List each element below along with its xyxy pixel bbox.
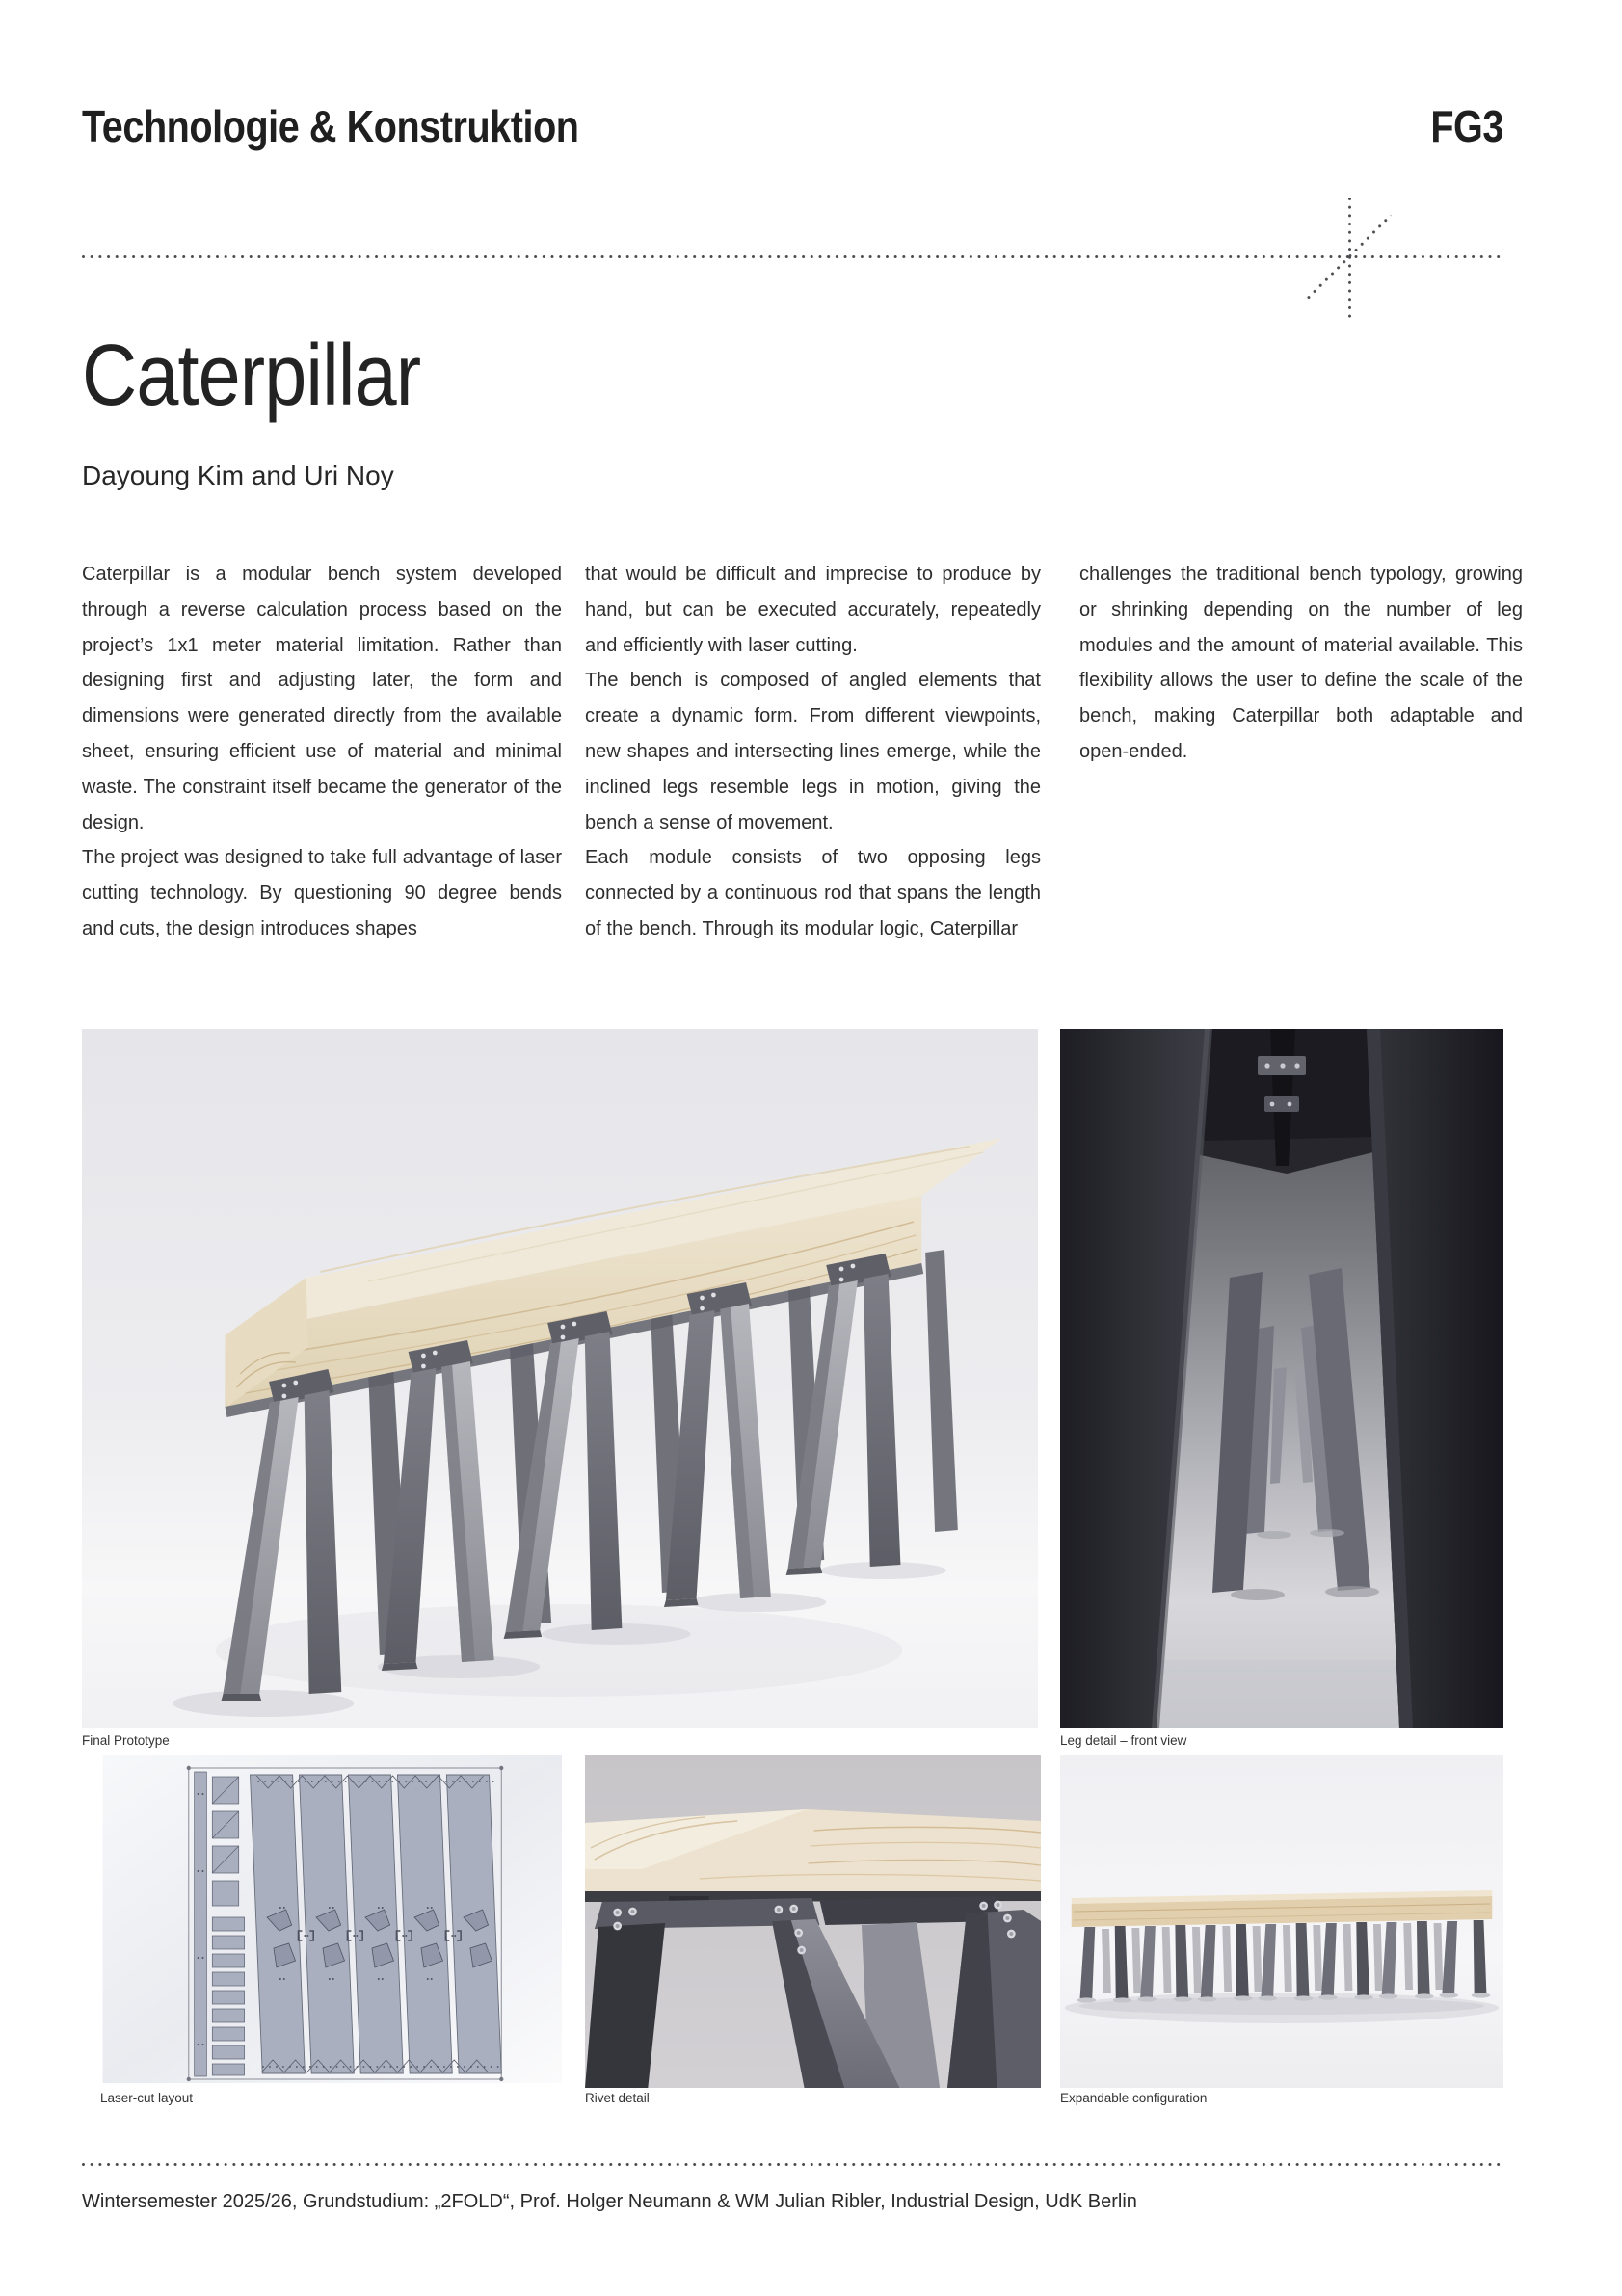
dotted-rule-top xyxy=(82,255,1503,258)
paragraph: Each module consists of two opposing legs connected by a continuous rod that spans the length of the bench. Through its modular logic, Caterpillar xyxy=(585,847,1041,939)
authors: Dayoung Kim and Uri Noy xyxy=(82,461,394,490)
figure-leg-detail xyxy=(1060,1029,1503,1728)
rivet-detail-photo xyxy=(585,1755,1041,2088)
final-prototype-photo xyxy=(82,1029,1038,1728)
laser-cut-layout-render xyxy=(82,1755,562,2088)
paragraph: The bench is composed of angled elements that create a dynamic form. From different viewpoints, new shapes and intersecting lines emerge, while the inclined legs resemble legs in motion, giving the bench a sense of movement. xyxy=(585,670,1041,833)
figure-final-prototype xyxy=(82,1029,1038,1728)
section-title: Technologie & Konstruktion xyxy=(82,101,579,151)
caption-leg-detail: Leg detail – front view xyxy=(1060,1733,1187,1748)
figure-laser-cut-layout xyxy=(82,1755,562,2088)
text-column-2 xyxy=(585,557,1041,947)
paragraph: The project was designed to take full advantage of laser cutting technology. By questioning 90 degree bends and cuts, the design introduces shapes xyxy=(82,847,562,939)
article-text xyxy=(82,557,1523,947)
page-code: FG3 xyxy=(1430,101,1503,151)
crosshair-mark-vertical xyxy=(1348,198,1351,323)
caption-rivet-detail: Rivet detail xyxy=(585,2091,650,2105)
figure-expandable-configuration xyxy=(1060,1755,1503,2088)
footer-credits: Wintersemester 2025/26, Grundstudium: „2FOLD“, Prof. Holger Neumann & WM Julian Ribler, Industrial Design, UdK Berlin xyxy=(82,2191,1137,2212)
caption-expandable-configuration: Expandable configuration xyxy=(1060,2091,1208,2105)
paragraph: that would be difficult and imprecise to produce by hand, but can be executed accurately, repeatedly and efficiently with laser cutting. xyxy=(585,564,1041,656)
text-column-1 xyxy=(82,557,562,947)
paragraph: challenges the traditional bench typology, growing or shrinking depending on the number of leg modules and the amount of material available. This flexibility allows the user to define the scale of the bench, making Caterpillar both adaptable and open-ended. xyxy=(1079,564,1523,762)
caption-laser-cut-layout: Laser-cut layout xyxy=(100,2091,194,2105)
dotted-rule-bottom xyxy=(82,2163,1503,2166)
leg-detail-photo xyxy=(1060,1029,1503,1728)
text-column-3 xyxy=(1079,557,1523,947)
paragraph: Caterpillar is a modular bench system developed through a reverse calculation process based on the project’s 1x1 meter material limitation. Rather than designing first and adjusting later, the form and dimensions were generated directly from the available sheet, ensuring efficient use of material and minimal waste. The constraint itself became the generator of the design. xyxy=(82,564,562,833)
caption-final-prototype: Final Prototype xyxy=(82,1733,170,1748)
expandable-configuration-photo xyxy=(1060,1755,1503,2088)
page-title: Caterpillar xyxy=(82,328,421,424)
figure-rivet-detail xyxy=(585,1755,1041,2088)
